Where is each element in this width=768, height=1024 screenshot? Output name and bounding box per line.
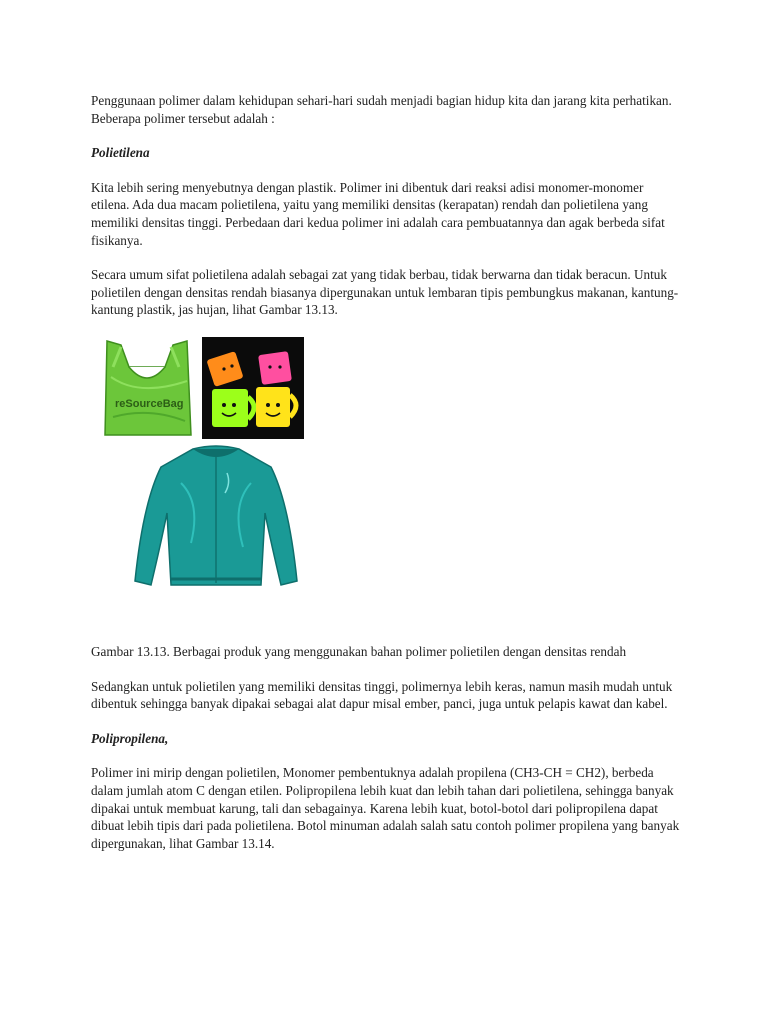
figure-caption: Gambar 13.13. Berbagai produk yang menggunakan bahan polimer polietilen dengan densitas rendah: [91, 643, 627, 659]
plastic-mugs-image: [202, 337, 304, 439]
heading-polietilena: Polietilena: [91, 145, 150, 161]
bag-label: reSourceBag: [115, 397, 184, 410]
paragraph-polietilena-2: Secara umum sifat polietilena adalah sebagai zat yang tidak berbau, tidak berwarna dan tidak beracun. Untuk polietilen dengan densitas rendah biasanya dipergunakan untuk lembaran tipis pembungkus makanan, kantung-kantung plastik, jas hujan, lihat Gambar 13.13.: [91, 267, 679, 318]
intro-paragraph: Penggunaan polimer dalam kehidupan sehari-hari sudah menjadi bagian hidup kita dan jarang kita perhatikan. Beberapa polimer tersebut adalah :: [91, 93, 672, 126]
figure-13-13: [91, 337, 681, 619]
paragraph-polietilena-3: Sedangkan untuk polietilen yang memiliki densitas tinggi, polimernya lebih keras, namun masih mudah untuk dibentuk sehingga banyak dipakai sebagai alat dapur misal ember, panci, juga untuk pelapis kawat dan kabel.: [91, 678, 673, 712]
rain-jacket-image: [131, 443, 301, 595]
paragraph-polipropilena-1: Polimer ini mirip dengan polietilen, Monomer pembentuknya adalah propilena (CH3-CH = CH2), berbeda dalam jumlah atom C dengan etilen. Polipropilena lebih kuat dan lebih tahan dari polietilena, sehingga banyak dipakai untuk membuat karung, tali dan sebagainya. Karena lebih kuat, botol-botol dari polipropilena dapat dibuat lebih tipis dari pada polietilena. Botol minuman adalah salah satu contoh polimer propilena yang banyak dipergunakan, lihat Gambar 13.14.: [91, 765, 680, 851]
document-page: [91, 92, 681, 869]
paragraph-polietilena-1: Kita lebih sering menyebutnya dengan plastik. Polimer ini dibentuk dari reaksi adisi monomer-monomer etilena. Ada dua macam polietilena, yaitu yang memiliki densitas (kerapatan) rendah dan polietilena yang memiliki densitas tinggi. Perbedaan dari kedua polimer ini adalah cara pembuatannya dan agak berbeda sifat fisikanya.: [91, 179, 665, 248]
plastic-bag-image: [99, 337, 195, 439]
heading-polipropilena: Polipropilena,: [91, 730, 169, 746]
